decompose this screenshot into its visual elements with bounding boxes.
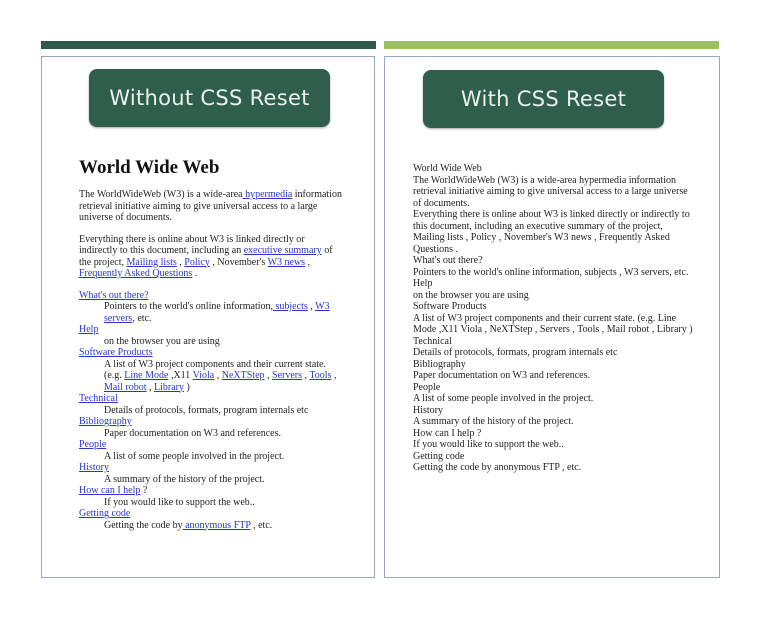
reset-line: What's out there? [413,255,483,266]
reset-line: World Wide Web [413,163,482,174]
software-close: ) [184,381,190,393]
link-mail-robot[interactable]: Mail robot [104,381,147,393]
para2-text-mid2: , November's [209,256,268,268]
topic-software [79,347,344,359]
link-w3-servers[interactable]: W3 servers [104,301,330,324]
doc-title: World Wide Web [79,157,220,178]
link-servers[interactable]: Servers [272,370,303,381]
link-how-can-i-help[interactable]: How can I help [79,485,141,496]
document-without-reset [79,157,344,531]
reset-line: If you would like to support the web.. [413,439,564,450]
reset-line: History [413,404,443,416]
link-anonymous-ftp[interactable]: anonymous FTP [182,519,251,531]
whats-out-text: Pointers to the world's online information, [104,301,274,312]
banner-with-reset: With CSS Reset [423,70,664,128]
link-library[interactable]: Library [154,381,184,393]
reset-line: Pointers to the world's online information, subjects , W3 servers, etc. [413,266,689,278]
getting-code-text: Getting the code by [104,519,183,531]
link-history[interactable]: History [79,462,109,473]
right-accent-bar [384,41,719,49]
topic-history-desc: A summary of the history of the project. [104,473,265,485]
para2-text-post: . [192,268,198,279]
reset-line: Everything there is online about W3 is linked directly or indirectly to this document, including an executive summary of the project, Mailing lists , Policy , November's W3 news , Frequently Asked Questions . [413,209,690,255]
link-technical[interactable]: Technical [79,393,118,404]
para2-sep2: , [305,256,311,268]
reset-line: Getting code [413,450,465,462]
link-policy[interactable]: Policy [184,256,210,268]
link-getting-code[interactable]: Getting code [79,508,131,519]
reset-line: How can I help ? [413,427,482,439]
intro-text-post: information retrieval initiative aiming to give universal access to a large universe of documents. [79,189,342,223]
reset-line: A summary of the history of the project. [413,416,574,427]
reset-line: Help [413,278,433,289]
link-bibliography[interactable]: Bibliography [79,416,132,427]
link-software-products[interactable]: Software Products [79,347,153,358]
link-w3-news[interactable]: W3 news [267,256,306,268]
link-help[interactable]: Help [79,324,99,335]
panel-without-reset [41,56,375,578]
para2-sep1: , [176,256,185,268]
topic-help-desc: on the browser you are using [104,335,220,347]
topic-getting-code-desc [104,520,344,532]
topic-getting-code [79,508,344,520]
whats-out-etc: , etc. [132,312,152,324]
topic-whats-out [79,290,344,302]
topic-list [79,290,344,532]
banner-without-reset: Without CSS Reset [89,69,330,127]
topic-bibliography [79,416,344,428]
software-sep4: , [331,370,337,381]
topic-people [79,439,344,451]
link-people[interactable]: People [79,439,107,450]
topic-technical-desc: Details of protocols, formats, program internals etc [104,404,309,416]
link-executive-summary[interactable]: executive summary [243,245,322,256]
link-line-mode[interactable]: Line Mode [124,370,169,381]
reset-line: The WorldWideWeb (W3) is a wide-area hypermedia information retrieval initiative aiming to give universal access to a large universe of documents. [413,174,688,209]
reset-line: Getting the code by anonymous FTP , etc. [413,462,582,473]
getting-code-etc: , etc. [250,519,273,531]
link-whats-out[interactable]: What's out there? [79,289,149,301]
topic-help [79,324,344,336]
software-sep3: , [302,370,310,381]
link-faq[interactable]: Frequently Asked Questions [79,268,193,279]
para2-text-pre: Everything there is online about W3 is linked directly or indirectly to this document, including an [79,233,305,256]
reset-line: on the browser you are using [413,289,529,301]
reset-line: Software Products [413,301,487,312]
reset-line: Details of protocols, formats, program internals etc [413,347,618,358]
panel-with-reset [384,56,720,578]
link-nextstep[interactable]: NeXTStep [221,370,265,381]
reset-line: Paper documentation on W3 and references. [413,370,590,381]
reset-line: People [413,381,441,393]
reset-line: Technical [413,335,452,347]
reset-line: Bibliography [413,358,466,370]
topic-whats-out-desc [104,301,344,324]
software-x11: ,X11 [168,370,193,381]
topic-how-help [79,485,344,497]
whats-out-sep: , [307,301,316,312]
topic-people-desc: A list of some people involved in the project. [104,450,285,462]
reset-line: A list of some people involved in the project. [413,393,594,404]
link-tools[interactable]: Tools [309,370,332,381]
topic-history [79,462,344,474]
topic-technical [79,393,344,405]
para2-text-mid1: of the project, [79,245,333,268]
link-hypermedia[interactable]: hypermedia [242,189,293,200]
software-sep1: , [214,370,222,381]
software-sep5: , [146,381,154,393]
software-sep2: , [264,370,273,381]
topic-bibliography-desc: Paper documentation on W3 and references. [104,427,281,439]
link-subjects[interactable]: subjects [273,301,308,312]
document-with-reset [413,163,693,474]
doc-intro [79,189,344,224]
intro-text-pre: The WorldWideWeb (W3) is a wide-area [79,189,243,200]
topic-software-desc [104,359,344,394]
doc-para2 [79,234,344,280]
software-text: A list of W3 project components and their current state. (e.g. [104,358,326,381]
how-help-q: ? [140,485,148,496]
link-viola[interactable]: Viola [192,370,215,381]
link-mailing-lists[interactable]: Mailing lists [126,256,177,268]
topic-how-help-desc: If you would like to support the web.. [104,496,255,508]
reset-line: A list of W3 project components and their current state. (e.g. Line Mode ,X11 Viola , NeXTStep , Servers , Tools , Mail robot , Library ) [413,312,693,335]
left-accent-bar [41,41,376,49]
